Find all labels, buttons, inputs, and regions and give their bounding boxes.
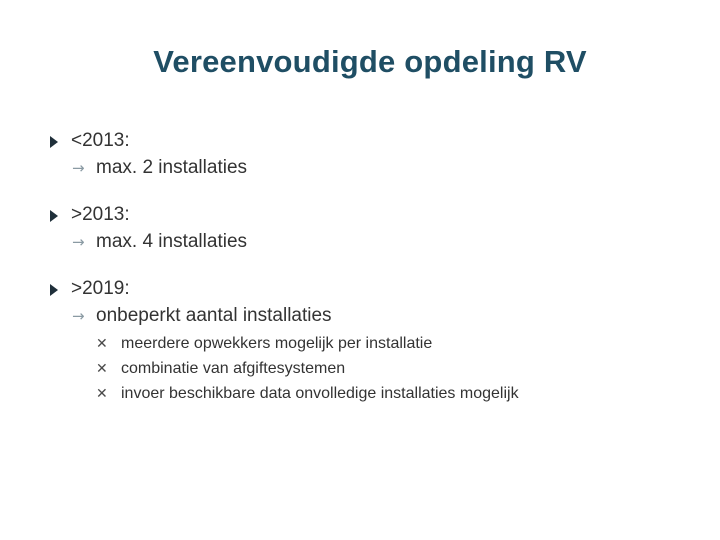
sub-bullet-text: onbeperkt aantal installaties: [96, 304, 332, 326]
bullet-item: [50, 128, 710, 181]
bullet-head: [50, 202, 710, 228]
arrow-right-icon: →: [72, 306, 85, 325]
arrow-right-icon: →: [72, 232, 85, 251]
detail-item: [96, 356, 710, 381]
triangle-right-icon: [50, 284, 58, 296]
bullet-item: [50, 276, 710, 406]
bullet-label: <2013:: [71, 130, 130, 151]
sub-bullet-text: max. 2 installaties: [96, 156, 248, 178]
bullet-label: >2013:: [71, 204, 130, 225]
detail-item: [96, 381, 710, 406]
slide-title: Vereenvoudigde opdeling RV: [153, 44, 587, 79]
sub-bullet: [72, 154, 710, 181]
arrow-right-icon: →: [72, 158, 85, 177]
sub-bullet: [72, 228, 710, 255]
detail-item: [96, 331, 710, 356]
sub-bullet: [72, 302, 710, 329]
triangle-right-icon: [50, 136, 58, 148]
detail-text: meerdere opwekkers mogelijk per installatie: [121, 334, 433, 352]
cross-icon: ✕: [96, 385, 108, 402]
detail-list: [96, 331, 710, 406]
sub-bullet-text: max. 4 installaties: [96, 230, 248, 252]
detail-text: invoer beschikbare data onvolledige installaties mogelijk: [121, 384, 519, 402]
cross-icon: ✕: [96, 335, 108, 352]
bullet-item: [50, 202, 710, 255]
bullet-head: [50, 276, 710, 302]
bullet-list: [50, 128, 710, 427]
bullet-head: [50, 128, 710, 154]
bullet-label: >2019:: [71, 278, 130, 299]
cross-icon: ✕: [96, 360, 108, 377]
triangle-right-icon: [50, 210, 58, 222]
detail-text: combinatie van afgiftesystemen: [121, 359, 346, 377]
